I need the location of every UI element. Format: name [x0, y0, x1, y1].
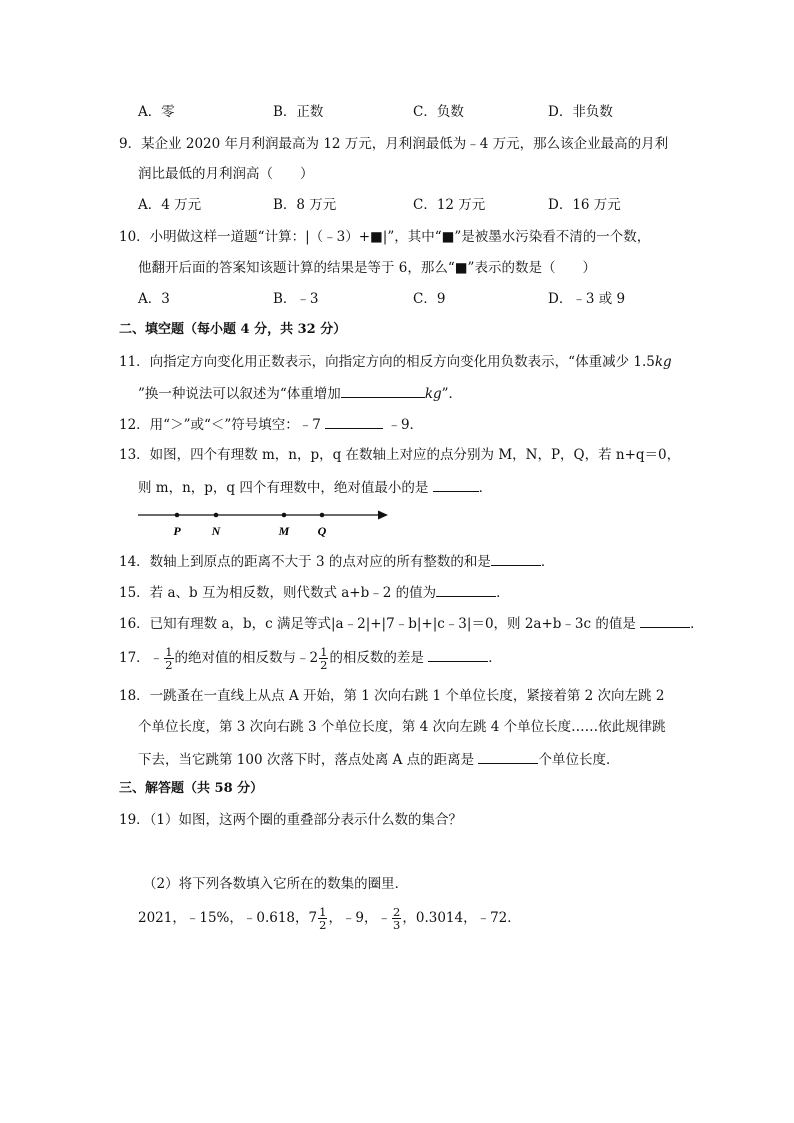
q19-fraction-2 — [392, 906, 401, 931]
q11-text-line2 — [138, 383, 462, 403]
q17-fraction-1-num: 1 — [165, 645, 173, 659]
q14-text — [119, 551, 554, 571]
q17-text — [119, 644, 502, 672]
q17-fraction-2-num: 1 — [320, 645, 328, 659]
q14-text-b: ． — [540, 554, 555, 570]
q9-text-line1: 9．某企业 2020 年月利润最高为 12 万元，月利润最低为﹣4 万元，那么该企业最高的月利 — [119, 136, 669, 152]
q8-option-c[interactable]: C．负数 — [413, 104, 464, 120]
q11-answer-blank[interactable] — [341, 383, 425, 398]
q10-text-line2: 他翻开后面的答案知该题计算的结果是等于 6，那么“■”表示的数是（ ） — [138, 260, 596, 276]
q19-fraction-1 — [318, 906, 327, 931]
q13-text-line2 — [138, 477, 492, 497]
q19-number-list — [138, 904, 521, 932]
q9-option-c[interactable]: C．12 万元 — [413, 197, 486, 213]
q19-fraction-2-den: 3 — [393, 918, 401, 932]
q19-text-line2: （2）将下列各数填入它所在的数集的圈里． — [143, 876, 409, 892]
q15-text-a: 15．若 a、b 互为相反数，则代数式 a+b﹣2 的值为 — [119, 585, 437, 601]
number-line-arrow-icon — [378, 511, 388, 520]
q18-answer-blank[interactable] — [478, 749, 538, 764]
q12-text — [119, 414, 423, 434]
q19-nums-a: 2021，﹣15%，﹣0.618，7 — [138, 910, 318, 926]
number-line-figure — [138, 506, 388, 542]
q13-text-2a: 则 m，n，p，q 四个有理数中，绝对值最小的是 — [138, 480, 429, 496]
q19-fraction-1-den: 2 — [319, 918, 327, 932]
q13-text-2b: ． — [478, 480, 493, 496]
q12-answer-blank[interactable] — [325, 414, 383, 429]
point-n-marker — [214, 513, 219, 518]
q9-option-a[interactable]: A．4 万元 — [138, 197, 202, 213]
section-heading-fill-in: 二、填空题（每小题 4 分，共 32 分） — [119, 322, 347, 337]
q16-text — [119, 613, 704, 633]
q10-option-d[interactable]: D．﹣3 或 9 — [548, 291, 626, 307]
point-p-label: P — [173, 524, 181, 538]
q15-text — [119, 582, 510, 602]
q11-text-2a: ”换一种说法可以叙述为“体重增加 — [138, 386, 341, 402]
q17-fraction-2 — [319, 646, 328, 671]
q17-text-mid: 的绝对值的相反数与﹣2 — [174, 650, 319, 666]
q17-fraction-1-den: 2 — [165, 658, 173, 672]
q18-text-line2: 个单位长度，第 3 次向右跳 3 个单位长度，第 4 次向左跳 4 个单位长度……依此规律跳 — [138, 719, 666, 735]
q18-text-3a: 下去，当它跳第 100 次落下时，落点处离 A 点的距离是 — [138, 752, 475, 768]
q10-option-a[interactable]: A．3 — [138, 291, 170, 307]
q17-text-end: ． — [488, 650, 502, 666]
q10-option-c[interactable]: C．9 — [413, 291, 446, 307]
q10-text-line1: 10．小明做这样一道题“计算：|（﹣3）+■|”，其中“■”是被墨水污染看不清的一个数， — [119, 229, 651, 245]
q16-text-a: 16．已知有理数 a，b，c 满足等式|a﹣2|+|7﹣b|+|c﹣3|＝0，则 2a+b﹣3c 的值是 — [119, 616, 636, 632]
q13-answer-blank[interactable] — [433, 477, 479, 492]
q13-text-line1: 13．如图，四个有理数 m，n，p，q 在数轴上对应的点分别为 M，N，P，Q，若 n+q＝0， — [119, 447, 681, 463]
q19-text-line1: 19．（1）如图，这两个圈的重叠部分表示什么数的集合？ — [119, 812, 463, 828]
q17-fraction-2-den: 2 — [320, 658, 328, 672]
q16-text-b: ． — [690, 616, 704, 632]
q11-text-line1 — [119, 353, 672, 371]
q16-answer-blank[interactable] — [640, 613, 690, 628]
q9-option-b[interactable]: B．8 万元 — [273, 197, 337, 213]
q14-answer-blank[interactable] — [491, 551, 541, 566]
q11-text-2b: ”． — [441, 386, 463, 402]
point-m-marker — [282, 513, 287, 518]
q17-answer-blank[interactable] — [428, 647, 488, 662]
q17-text-pre: 17．﹣ — [119, 650, 164, 666]
q11-text: 11．向指定方向变化用正数表示，向指定方向的相反方向变化用负数表示，“体重减少 1.5 — [119, 354, 655, 370]
q10-option-b[interactable]: B．﹣3 — [273, 291, 319, 307]
q17-fraction-1 — [164, 646, 173, 671]
q19-fraction-1-num: 1 — [319, 905, 327, 919]
q8-option-d[interactable]: D．非负数 — [548, 104, 613, 120]
q15-answer-blank[interactable] — [436, 582, 496, 597]
point-n-label: N — [211, 524, 221, 538]
q15-text-b: ． — [496, 585, 510, 601]
q11-unit: kg — [654, 354, 672, 370]
q9-text-line2: 润比最低的月利润高（ ） — [138, 166, 314, 182]
point-p-marker — [175, 513, 180, 518]
q18-text-line3 — [138, 749, 619, 769]
q8-option-b[interactable]: B．正数 — [273, 104, 324, 120]
q12-text-b: ﹣9． — [387, 417, 424, 433]
q19-nums-b: ，﹣9，﹣ — [328, 910, 392, 926]
q19-fraction-2-num: 2 — [393, 905, 401, 919]
q19-nums-c: ，0.3014，﹣72． — [402, 910, 521, 926]
section-heading-answer: 三、解答题（共 58 分） — [119, 781, 264, 796]
q18-text-3b: 个单位长度． — [538, 752, 620, 768]
point-q-marker — [320, 513, 325, 518]
q9-option-d[interactable]: D．16 万元 — [548, 197, 621, 213]
q11-unit-2: kg — [424, 386, 442, 402]
q8-option-a[interactable]: A．零 — [138, 104, 175, 120]
point-m-label: M — [278, 524, 290, 538]
q18-text-line1: 18．一跳蚤在一直线上从点 A 开始，第 1 次向右跳 1 个单位长度，紧接着第 2 次向左跳 2 — [119, 688, 665, 704]
q12-text-a: 12．用“＞”或“＜”符号填空：﹣7 — [119, 417, 321, 433]
q17-text-post: 的相反数的差是 — [329, 650, 424, 666]
q14-text-a: 14．数轴上到原点的距离不大于 3 的点对应的所有整数的和是 — [119, 554, 491, 570]
point-q-label: Q — [317, 524, 327, 538]
